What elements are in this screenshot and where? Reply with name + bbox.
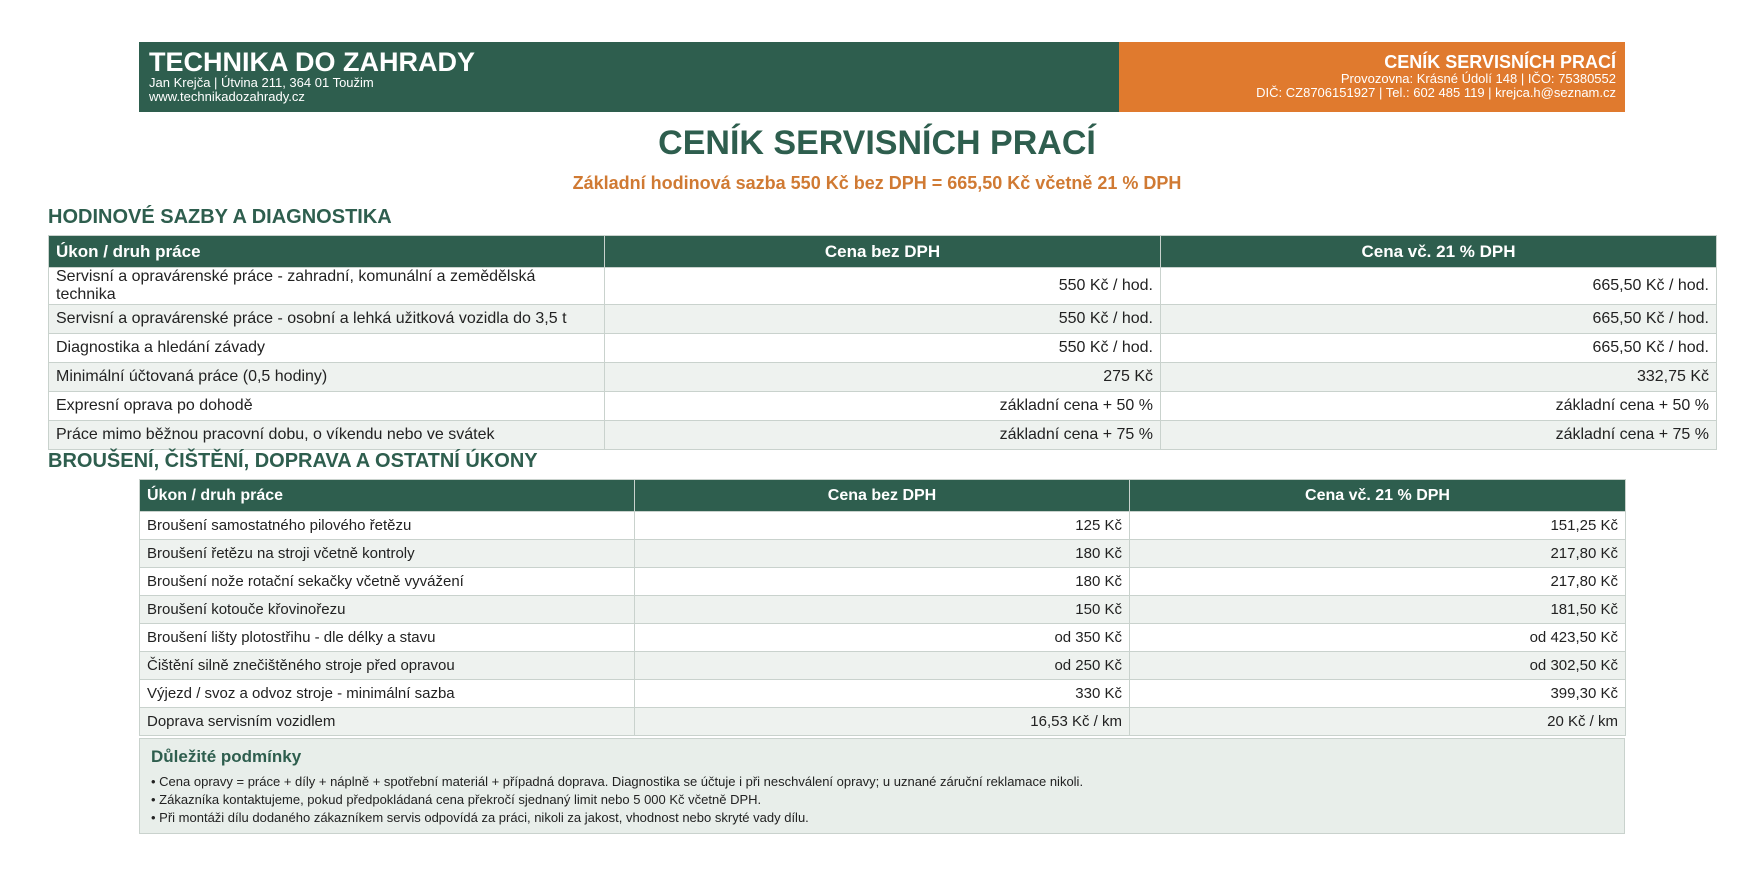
task-cell: Servisní a opravárenské práce - zahradní, komunální a zemědělská technika — [49, 268, 605, 305]
price-vat-cell: 217,80 Kč — [1130, 540, 1626, 568]
price-vat-cell: 217,80 Kč — [1130, 568, 1626, 596]
header-banner — [139, 42, 1625, 112]
price-net-cell: 550 Kč / hod. — [605, 268, 1161, 305]
task-cell: Doprava servisním vozidlem — [140, 708, 635, 736]
table-row — [49, 268, 1717, 305]
table-row — [140, 680, 1626, 708]
contact-block — [1119, 42, 1625, 112]
price-net-cell: 275 Kč — [605, 363, 1161, 392]
price-vat-cell: základní cena + 75 % — [1161, 421, 1717, 450]
price-vat-cell: 399,30 Kč — [1130, 680, 1626, 708]
company-block — [139, 42, 1119, 112]
website-link[interactable]: www.technikadozahrady.cz — [149, 89, 305, 104]
task-cell: Broušení nože rotační sekačky včetně vyvážení — [140, 568, 635, 596]
column-header-task: Úkon / druh práce — [49, 236, 605, 268]
task-cell: Broušení kotouče křovinořezu — [140, 596, 635, 624]
section-heading-sharpening: BROUŠENÍ, ČIŠTĚNÍ, DOPRAVA A OSTATNÍ ÚKONY — [48, 450, 538, 472]
price-net-cell: 16,53 Kč / km — [635, 708, 1130, 736]
important-conditions-box — [139, 738, 1625, 834]
price-net-cell: od 350 Kč — [635, 624, 1130, 652]
task-cell: Servisní a opravárenské práce - osobní a lehká užitková vozidla do 3,5 t — [49, 305, 605, 334]
condition-item: • Při montáži dílu dodaného zákazníkem servis odpovídá za práci, nikoli za jakost, vhodnost nebo skryté vady dílu. — [151, 810, 809, 825]
price-net-cell: 180 Kč — [635, 540, 1130, 568]
price-net-cell: základní cena + 50 % — [605, 392, 1161, 421]
task-cell: Expresní oprava po dohodě — [49, 392, 605, 421]
price-net-cell: 180 Kč — [635, 568, 1130, 596]
owner-address: Jan Krejča | Útvina 211, 364 01 Toužim — [149, 75, 374, 90]
price-net-cell: 125 Kč — [635, 512, 1130, 540]
table-row — [140, 652, 1626, 680]
price-vat-cell: od 423,50 Kč — [1130, 624, 1626, 652]
table-row — [49, 421, 1717, 450]
task-cell: Čištění silně znečištěného stroje před opravou — [140, 652, 635, 680]
table-header-row — [49, 236, 1717, 268]
column-header-price-vat: Cena vč. 21 % DPH — [1130, 480, 1626, 512]
price-net-cell: 550 Kč / hod. — [605, 305, 1161, 334]
column-header-price-vat: Cena vč. 21 % DPH — [1161, 236, 1717, 268]
table-row — [140, 624, 1626, 652]
table-header-row — [140, 480, 1626, 512]
table-row — [49, 305, 1717, 334]
conditions-title: Důležité podmínky — [151, 747, 302, 766]
price-vat-cell: 332,75 Kč — [1161, 363, 1717, 392]
task-cell: Broušení lišty plotostřihu - dle délky a stavu — [140, 624, 635, 652]
task-cell: Broušení řetězu na stroji včetně kontroly — [140, 540, 635, 568]
column-header-price-net: Cena bez DPH — [605, 236, 1161, 268]
page-subtitle: Základní hodinová sazba 550 Kč bez DPH = 665,50 Kč včetně 21 % DPH — [572, 173, 1182, 193]
table-row — [49, 392, 1717, 421]
table-row — [140, 596, 1626, 624]
column-header-task: Úkon / druh práce — [140, 480, 635, 512]
price-net-cell: základní cena + 75 % — [605, 421, 1161, 450]
table-row — [140, 512, 1626, 540]
table-row — [140, 708, 1626, 736]
price-vat-cell: 665,50 Kč / hod. — [1161, 334, 1717, 363]
price-vat-cell: základní cena + 50 % — [1161, 392, 1717, 421]
company-name: TECHNIKA DO ZAHRADY — [149, 47, 475, 77]
task-cell: Práce mimo běžnou pracovní dobu, o víkendu nebo ve svátek — [49, 421, 605, 450]
price-vat-cell: 665,50 Kč / hod. — [1161, 305, 1717, 334]
price-net-cell: 330 Kč — [635, 680, 1130, 708]
price-net-cell: 550 Kč / hod. — [605, 334, 1161, 363]
price-vat-cell: od 302,50 Kč — [1130, 652, 1626, 680]
column-header-price-net: Cena bez DPH — [635, 480, 1130, 512]
task-cell: Diagnostika a hledání závady — [49, 334, 605, 363]
price-net-cell: od 250 Kč — [635, 652, 1130, 680]
task-cell: Minimální účtovaná práce (0,5 hodiny) — [49, 363, 605, 392]
table-row — [140, 568, 1626, 596]
page-title: CENÍK SERVISNÍCH PRACÍ — [658, 124, 1096, 162]
workshop-ico: Provozovna: Krásné Údolí 148 | IČO: 75380552 — [1340, 71, 1616, 86]
hourly-rates-table — [48, 235, 1717, 450]
price-vat-cell: 20 Kč / km — [1130, 708, 1626, 736]
price-vat-cell: 181,50 Kč — [1130, 596, 1626, 624]
dic-contact: DIČ: CZ8706151927 | Tel.: 602 485 119 | krejca.h@seznam.cz — [1256, 85, 1616, 100]
task-cell: Výjezd / svoz a odvoz stroje - minimální sazba — [140, 680, 635, 708]
price-vat-cell: 151,25 Kč — [1130, 512, 1626, 540]
table-row — [49, 334, 1717, 363]
task-cell: Broušení samostatného pilového řetězu — [140, 512, 635, 540]
banner-doc-title: CENÍK SERVISNÍCH PRACÍ — [1384, 52, 1616, 72]
sharpening-services-table — [139, 479, 1626, 736]
condition-item: • Zákazníka kontaktujeme, pokud předpokládaná cena překročí sjednaný limit nebo 5 000 Kč včetně DPH. — [151, 792, 762, 807]
section-heading-hourly: HODINOVÉ SAZBY A DIAGNOSTIKA — [48, 206, 392, 228]
price-net-cell: 150 Kč — [635, 596, 1130, 624]
table-row — [49, 363, 1717, 392]
table-row — [140, 540, 1626, 568]
price-vat-cell: 665,50 Kč / hod. — [1161, 268, 1717, 305]
condition-item: • Cena opravy = práce + díly + náplně + spotřební materiál + případná doprava. Diagnostika se účtuje i při neschválení opravy; u uznané záruční reklamace nikoli. — [151, 774, 1084, 789]
